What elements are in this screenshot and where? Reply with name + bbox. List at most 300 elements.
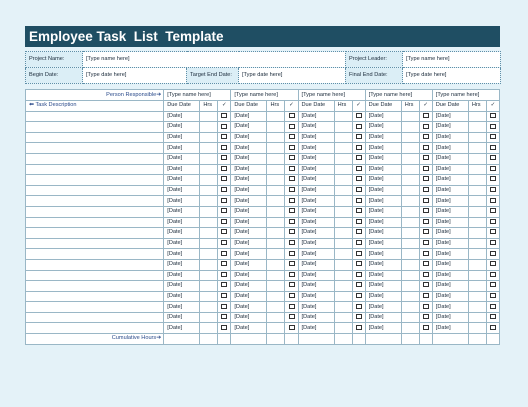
due-date-cell[interactable]: [Date]	[298, 175, 334, 186]
done-checkbox-cell[interactable]	[486, 323, 499, 334]
checkbox-icon[interactable]	[221, 282, 227, 287]
checkbox-icon[interactable]	[289, 155, 295, 160]
due-date-cell[interactable]: [Date]	[298, 122, 334, 133]
done-checkbox-cell[interactable]	[486, 122, 499, 133]
cumulative-hrs-cell[interactable]	[267, 334, 285, 345]
project-name-field[interactable]: [Type name here]	[83, 52, 346, 68]
checkbox-icon[interactable]	[423, 272, 429, 277]
task-description-cell[interactable]	[26, 259, 164, 270]
due-date-cell[interactable]: [Date]	[432, 217, 468, 228]
done-checkbox-cell[interactable]	[352, 312, 365, 323]
hrs-cell[interactable]	[200, 111, 218, 122]
hrs-cell[interactable]	[200, 259, 218, 270]
due-date-cell[interactable]: [Date]	[164, 196, 200, 207]
done-checkbox-cell[interactable]	[218, 185, 231, 196]
due-date-cell[interactable]: [Date]	[231, 153, 267, 164]
checkbox-icon[interactable]	[490, 208, 496, 213]
checkbox-icon[interactable]	[221, 208, 227, 213]
due-date-cell[interactable]: [Date]	[298, 164, 334, 175]
hrs-cell[interactable]	[200, 270, 218, 281]
checkbox-icon[interactable]	[423, 282, 429, 287]
checkbox-icon[interactable]	[356, 293, 362, 298]
task-description-cell[interactable]	[26, 312, 164, 323]
checkbox-icon[interactable]	[356, 304, 362, 309]
task-description-cell[interactable]	[26, 206, 164, 217]
done-checkbox-cell[interactable]	[419, 206, 432, 217]
due-date-cell[interactable]: [Date]	[164, 270, 200, 281]
due-date-cell[interactable]: [Date]	[298, 228, 334, 239]
due-date-cell[interactable]: [Date]	[164, 302, 200, 313]
hrs-cell[interactable]	[401, 281, 419, 292]
checkbox-icon[interactable]	[356, 198, 362, 203]
hrs-cell[interactable]	[401, 206, 419, 217]
person-name-field[interactable]: [Type name here]	[365, 90, 432, 101]
due-date-cell[interactable]: [Date]	[231, 196, 267, 207]
hrs-cell[interactable]	[334, 206, 352, 217]
due-date-cell[interactable]: [Date]	[365, 249, 401, 260]
due-date-cell[interactable]: [Date]	[298, 185, 334, 196]
hrs-cell[interactable]	[267, 302, 285, 313]
checkbox-icon[interactable]	[490, 282, 496, 287]
checkbox-icon[interactable]	[289, 304, 295, 309]
checkbox-icon[interactable]	[490, 166, 496, 171]
due-date-cell[interactable]: [Date]	[365, 122, 401, 133]
done-checkbox-cell[interactable]	[352, 249, 365, 260]
due-date-cell[interactable]: [Date]	[432, 164, 468, 175]
hrs-cell[interactable]	[468, 249, 486, 260]
done-checkbox-cell[interactable]	[486, 175, 499, 186]
checkbox-icon[interactable]	[423, 304, 429, 309]
checkbox-icon[interactable]	[221, 272, 227, 277]
due-date-cell[interactable]: [Date]	[365, 196, 401, 207]
done-checkbox-cell[interactable]	[285, 122, 298, 133]
checkbox-icon[interactable]	[490, 155, 496, 160]
done-checkbox-cell[interactable]	[218, 164, 231, 175]
done-checkbox-cell[interactable]	[218, 249, 231, 260]
checkbox-icon[interactable]	[289, 261, 295, 266]
hrs-cell[interactable]	[334, 196, 352, 207]
done-checkbox-cell[interactable]	[218, 302, 231, 313]
done-checkbox-cell[interactable]	[285, 175, 298, 186]
checkbox-icon[interactable]	[289, 314, 295, 319]
due-date-cell[interactable]: [Date]	[365, 153, 401, 164]
checkbox-icon[interactable]	[221, 166, 227, 171]
due-date-cell[interactable]: [Date]	[164, 312, 200, 323]
cumulative-hrs-cell[interactable]	[334, 334, 352, 345]
checkbox-icon[interactable]	[289, 113, 295, 118]
due-date-cell[interactable]: [Date]	[164, 153, 200, 164]
done-checkbox-cell[interactable]	[486, 206, 499, 217]
done-checkbox-cell[interactable]	[218, 143, 231, 154]
checkbox-icon[interactable]	[289, 293, 295, 298]
cumulative-hrs-cell[interactable]	[200, 334, 218, 345]
done-checkbox-cell[interactable]	[285, 281, 298, 292]
hrs-cell[interactable]	[334, 312, 352, 323]
person-name-field[interactable]: [Type name here]	[298, 90, 365, 101]
due-date-cell[interactable]: [Date]	[231, 291, 267, 302]
done-checkbox-cell[interactable]	[419, 291, 432, 302]
done-checkbox-cell[interactable]	[486, 270, 499, 281]
hrs-cell[interactable]	[334, 132, 352, 143]
hrs-cell[interactable]	[200, 302, 218, 313]
checkbox-icon[interactable]	[490, 293, 496, 298]
hrs-cell[interactable]	[200, 122, 218, 133]
due-date-cell[interactable]: [Date]	[164, 143, 200, 154]
due-date-cell[interactable]: [Date]	[432, 196, 468, 207]
hrs-cell[interactable]	[401, 185, 419, 196]
due-date-cell[interactable]: [Date]	[298, 153, 334, 164]
final-end-date-field[interactable]: [Type date here]	[403, 68, 501, 84]
done-checkbox-cell[interactable]	[218, 323, 231, 334]
hrs-cell[interactable]	[401, 323, 419, 334]
done-checkbox-cell[interactable]	[486, 238, 499, 249]
checkbox-icon[interactable]	[289, 134, 295, 139]
hrs-cell[interactable]	[468, 132, 486, 143]
hrs-cell[interactable]	[200, 238, 218, 249]
done-checkbox-cell[interactable]	[285, 111, 298, 122]
due-date-cell[interactable]: [Date]	[231, 122, 267, 133]
done-checkbox-cell[interactable]	[285, 132, 298, 143]
done-checkbox-cell[interactable]	[285, 196, 298, 207]
due-date-cell[interactable]: [Date]	[231, 249, 267, 260]
done-checkbox-cell[interactable]	[285, 302, 298, 313]
done-checkbox-cell[interactable]	[352, 196, 365, 207]
done-checkbox-cell[interactable]	[285, 185, 298, 196]
begin-date-field[interactable]: [Type date here]	[83, 68, 187, 84]
hrs-cell[interactable]	[468, 312, 486, 323]
checkbox-icon[interactable]	[423, 187, 429, 192]
hrs-cell[interactable]	[468, 196, 486, 207]
done-checkbox-cell[interactable]	[285, 249, 298, 260]
due-date-cell[interactable]: [Date]	[164, 175, 200, 186]
checkbox-icon[interactable]	[356, 282, 362, 287]
done-checkbox-cell[interactable]	[218, 111, 231, 122]
done-checkbox-cell[interactable]	[218, 291, 231, 302]
checkbox-icon[interactable]	[490, 124, 496, 129]
hrs-cell[interactable]	[334, 185, 352, 196]
done-checkbox-cell[interactable]	[218, 270, 231, 281]
checkbox-icon[interactable]	[289, 166, 295, 171]
task-description-cell[interactable]	[26, 196, 164, 207]
hrs-cell[interactable]	[267, 323, 285, 334]
task-description-cell[interactable]	[26, 175, 164, 186]
checkbox-icon[interactable]	[289, 229, 295, 234]
task-description-cell[interactable]	[26, 217, 164, 228]
due-date-cell[interactable]: [Date]	[164, 238, 200, 249]
checkbox-icon[interactable]	[423, 251, 429, 256]
person-name-field[interactable]: [Type name here]	[231, 90, 298, 101]
cumulative-hrs-cell[interactable]	[468, 334, 486, 345]
due-date-cell[interactable]: [Date]	[365, 164, 401, 175]
checkbox-icon[interactable]	[423, 219, 429, 224]
done-checkbox-cell[interactable]	[486, 132, 499, 143]
hrs-cell[interactable]	[200, 228, 218, 239]
done-checkbox-cell[interactable]	[419, 238, 432, 249]
hrs-cell[interactable]	[267, 217, 285, 228]
due-date-cell[interactable]: [Date]	[365, 175, 401, 186]
checkbox-icon[interactable]	[356, 176, 362, 181]
checkbox-icon[interactable]	[356, 124, 362, 129]
checkbox-icon[interactable]	[289, 219, 295, 224]
hrs-cell[interactable]	[468, 185, 486, 196]
hrs-cell[interactable]	[468, 238, 486, 249]
done-checkbox-cell[interactable]	[285, 143, 298, 154]
hrs-cell[interactable]	[267, 185, 285, 196]
due-date-cell[interactable]: [Date]	[231, 302, 267, 313]
hrs-cell[interactable]	[267, 111, 285, 122]
checkbox-icon[interactable]	[289, 187, 295, 192]
due-date-cell[interactable]: [Date]	[365, 217, 401, 228]
person-name-field[interactable]: [Type name here]	[432, 90, 499, 101]
hrs-cell[interactable]	[401, 312, 419, 323]
task-description-cell[interactable]	[26, 281, 164, 292]
task-description-cell[interactable]	[26, 302, 164, 313]
done-checkbox-cell[interactable]	[419, 312, 432, 323]
due-date-cell[interactable]: [Date]	[164, 185, 200, 196]
due-date-cell[interactable]: [Date]	[432, 238, 468, 249]
hrs-cell[interactable]	[334, 323, 352, 334]
hrs-cell[interactable]	[468, 259, 486, 270]
checkbox-icon[interactable]	[289, 208, 295, 213]
checkbox-icon[interactable]	[356, 314, 362, 319]
hrs-cell[interactable]	[334, 164, 352, 175]
due-date-cell[interactable]: [Date]	[432, 302, 468, 313]
hrs-cell[interactable]	[401, 132, 419, 143]
done-checkbox-cell[interactable]	[486, 196, 499, 207]
due-date-cell[interactable]: [Date]	[432, 228, 468, 239]
due-date-cell[interactable]: [Date]	[164, 228, 200, 239]
done-checkbox-cell[interactable]	[285, 238, 298, 249]
hrs-cell[interactable]	[267, 164, 285, 175]
project-leader-field[interactable]: [Type name here]	[403, 52, 501, 68]
done-checkbox-cell[interactable]	[218, 281, 231, 292]
hrs-cell[interactable]	[401, 153, 419, 164]
due-date-cell[interactable]: [Date]	[298, 238, 334, 249]
task-description-cell[interactable]	[26, 122, 164, 133]
checkbox-icon[interactable]	[221, 261, 227, 266]
done-checkbox-cell[interactable]	[218, 122, 231, 133]
checkbox-icon[interactable]	[289, 145, 295, 150]
hrs-cell[interactable]	[401, 196, 419, 207]
checkbox-icon[interactable]	[423, 124, 429, 129]
hrs-cell[interactable]	[200, 185, 218, 196]
due-date-cell[interactable]: [Date]	[164, 217, 200, 228]
done-checkbox-cell[interactable]	[486, 143, 499, 154]
hrs-cell[interactable]	[267, 196, 285, 207]
checkbox-icon[interactable]	[490, 219, 496, 224]
due-date-cell[interactable]: [Date]	[298, 196, 334, 207]
checkbox-icon[interactable]	[221, 176, 227, 181]
checkbox-icon[interactable]	[423, 261, 429, 266]
hrs-cell[interactable]	[267, 206, 285, 217]
hrs-cell[interactable]	[468, 164, 486, 175]
done-checkbox-cell[interactable]	[218, 153, 231, 164]
checkbox-icon[interactable]	[490, 314, 496, 319]
due-date-cell[interactable]: [Date]	[164, 249, 200, 260]
done-checkbox-cell[interactable]	[218, 238, 231, 249]
done-checkbox-cell[interactable]	[352, 143, 365, 154]
due-date-cell[interactable]: [Date]	[298, 270, 334, 281]
checkbox-icon[interactable]	[423, 293, 429, 298]
done-checkbox-cell[interactable]	[352, 111, 365, 122]
checkbox-icon[interactable]	[221, 229, 227, 234]
done-checkbox-cell[interactable]	[419, 132, 432, 143]
task-description-cell[interactable]	[26, 228, 164, 239]
done-checkbox-cell[interactable]	[285, 217, 298, 228]
hrs-cell[interactable]	[200, 281, 218, 292]
checkbox-icon[interactable]	[423, 176, 429, 181]
hrs-cell[interactable]	[468, 270, 486, 281]
due-date-cell[interactable]: [Date]	[365, 143, 401, 154]
due-date-cell[interactable]: [Date]	[365, 111, 401, 122]
hrs-cell[interactable]	[200, 323, 218, 334]
due-date-cell[interactable]: [Date]	[164, 281, 200, 292]
hrs-cell[interactable]	[267, 175, 285, 186]
checkbox-icon[interactable]	[356, 187, 362, 192]
due-date-cell[interactable]: [Date]	[231, 175, 267, 186]
checkbox-icon[interactable]	[490, 240, 496, 245]
done-checkbox-cell[interactable]	[218, 259, 231, 270]
done-checkbox-cell[interactable]	[352, 164, 365, 175]
checkbox-icon[interactable]	[221, 219, 227, 224]
due-date-cell[interactable]: [Date]	[231, 281, 267, 292]
hrs-cell[interactable]	[267, 238, 285, 249]
done-checkbox-cell[interactable]	[285, 291, 298, 302]
done-checkbox-cell[interactable]	[486, 185, 499, 196]
due-date-cell[interactable]: [Date]	[432, 259, 468, 270]
checkbox-icon[interactable]	[356, 272, 362, 277]
hrs-cell[interactable]	[468, 122, 486, 133]
hrs-cell[interactable]	[267, 143, 285, 154]
due-date-cell[interactable]: [Date]	[365, 206, 401, 217]
due-date-cell[interactable]: [Date]	[298, 323, 334, 334]
task-description-cell[interactable]	[26, 323, 164, 334]
hrs-cell[interactable]	[334, 122, 352, 133]
due-date-cell[interactable]: [Date]	[231, 164, 267, 175]
done-checkbox-cell[interactable]	[218, 217, 231, 228]
done-checkbox-cell[interactable]	[486, 291, 499, 302]
checkbox-icon[interactable]	[356, 155, 362, 160]
due-date-cell[interactable]: [Date]	[298, 302, 334, 313]
checkbox-icon[interactable]	[289, 272, 295, 277]
done-checkbox-cell[interactable]	[419, 259, 432, 270]
checkbox-icon[interactable]	[423, 155, 429, 160]
checkbox-icon[interactable]	[423, 314, 429, 319]
checkbox-icon[interactable]	[423, 198, 429, 203]
done-checkbox-cell[interactable]	[486, 312, 499, 323]
checkbox-icon[interactable]	[356, 261, 362, 266]
due-date-cell[interactable]: [Date]	[231, 132, 267, 143]
due-date-cell[interactable]: [Date]	[365, 132, 401, 143]
hrs-cell[interactable]	[401, 228, 419, 239]
hrs-cell[interactable]	[468, 206, 486, 217]
checkbox-icon[interactable]	[289, 176, 295, 181]
target-end-date-field[interactable]: [Type date here]	[239, 68, 346, 84]
hrs-cell[interactable]	[267, 228, 285, 239]
done-checkbox-cell[interactable]	[218, 206, 231, 217]
due-date-cell[interactable]: [Date]	[432, 175, 468, 186]
due-date-cell[interactable]: [Date]	[164, 164, 200, 175]
checkbox-icon[interactable]	[423, 208, 429, 213]
done-checkbox-cell[interactable]	[352, 291, 365, 302]
hrs-cell[interactable]	[267, 281, 285, 292]
due-date-cell[interactable]: [Date]	[164, 291, 200, 302]
hrs-cell[interactable]	[334, 111, 352, 122]
checkbox-icon[interactable]	[490, 304, 496, 309]
hrs-cell[interactable]	[334, 228, 352, 239]
checkbox-icon[interactable]	[221, 145, 227, 150]
checkbox-icon[interactable]	[490, 198, 496, 203]
checkbox-icon[interactable]	[490, 145, 496, 150]
task-description-cell[interactable]	[26, 270, 164, 281]
done-checkbox-cell[interactable]	[352, 175, 365, 186]
checkbox-icon[interactable]	[423, 229, 429, 234]
checkbox-icon[interactable]	[490, 272, 496, 277]
done-checkbox-cell[interactable]	[218, 175, 231, 186]
hrs-cell[interactable]	[334, 270, 352, 281]
due-date-cell[interactable]: [Date]	[298, 281, 334, 292]
due-date-cell[interactable]: [Date]	[365, 185, 401, 196]
hrs-cell[interactable]	[334, 281, 352, 292]
checkbox-icon[interactable]	[490, 134, 496, 139]
due-date-cell[interactable]: [Date]	[432, 270, 468, 281]
hrs-cell[interactable]	[267, 249, 285, 260]
checkbox-icon[interactable]	[490, 261, 496, 266]
done-checkbox-cell[interactable]	[218, 132, 231, 143]
hrs-cell[interactable]	[468, 153, 486, 164]
hrs-cell[interactable]	[267, 270, 285, 281]
hrs-cell[interactable]	[200, 196, 218, 207]
hrs-cell[interactable]	[267, 291, 285, 302]
hrs-cell[interactable]	[401, 270, 419, 281]
due-date-cell[interactable]: [Date]	[432, 122, 468, 133]
due-date-cell[interactable]: [Date]	[365, 238, 401, 249]
hrs-cell[interactable]	[468, 175, 486, 186]
checkbox-icon[interactable]	[490, 325, 496, 330]
done-checkbox-cell[interactable]	[352, 153, 365, 164]
checkbox-icon[interactable]	[423, 134, 429, 139]
checkbox-icon[interactable]	[289, 198, 295, 203]
due-date-cell[interactable]: [Date]	[231, 228, 267, 239]
due-date-cell[interactable]: [Date]	[298, 249, 334, 260]
due-date-cell[interactable]: [Date]	[164, 206, 200, 217]
hrs-cell[interactable]	[267, 122, 285, 133]
done-checkbox-cell[interactable]	[419, 323, 432, 334]
hrs-cell[interactable]	[267, 259, 285, 270]
due-date-cell[interactable]: [Date]	[432, 132, 468, 143]
due-date-cell[interactable]: [Date]	[432, 153, 468, 164]
checkbox-icon[interactable]	[356, 134, 362, 139]
hrs-cell[interactable]	[200, 164, 218, 175]
task-description-cell[interactable]	[26, 143, 164, 154]
due-date-cell[interactable]: [Date]	[432, 323, 468, 334]
hrs-cell[interactable]	[334, 143, 352, 154]
done-checkbox-cell[interactable]	[419, 185, 432, 196]
done-checkbox-cell[interactable]	[285, 312, 298, 323]
due-date-cell[interactable]: [Date]	[432, 143, 468, 154]
done-checkbox-cell[interactable]	[486, 249, 499, 260]
hrs-cell[interactable]	[334, 291, 352, 302]
done-checkbox-cell[interactable]	[486, 164, 499, 175]
checkbox-icon[interactable]	[221, 187, 227, 192]
checkbox-icon[interactable]	[221, 113, 227, 118]
hrs-cell[interactable]	[267, 312, 285, 323]
done-checkbox-cell[interactable]	[352, 281, 365, 292]
hrs-cell[interactable]	[401, 175, 419, 186]
due-date-cell[interactable]: [Date]	[298, 217, 334, 228]
done-checkbox-cell[interactable]	[285, 270, 298, 281]
done-checkbox-cell[interactable]	[352, 185, 365, 196]
